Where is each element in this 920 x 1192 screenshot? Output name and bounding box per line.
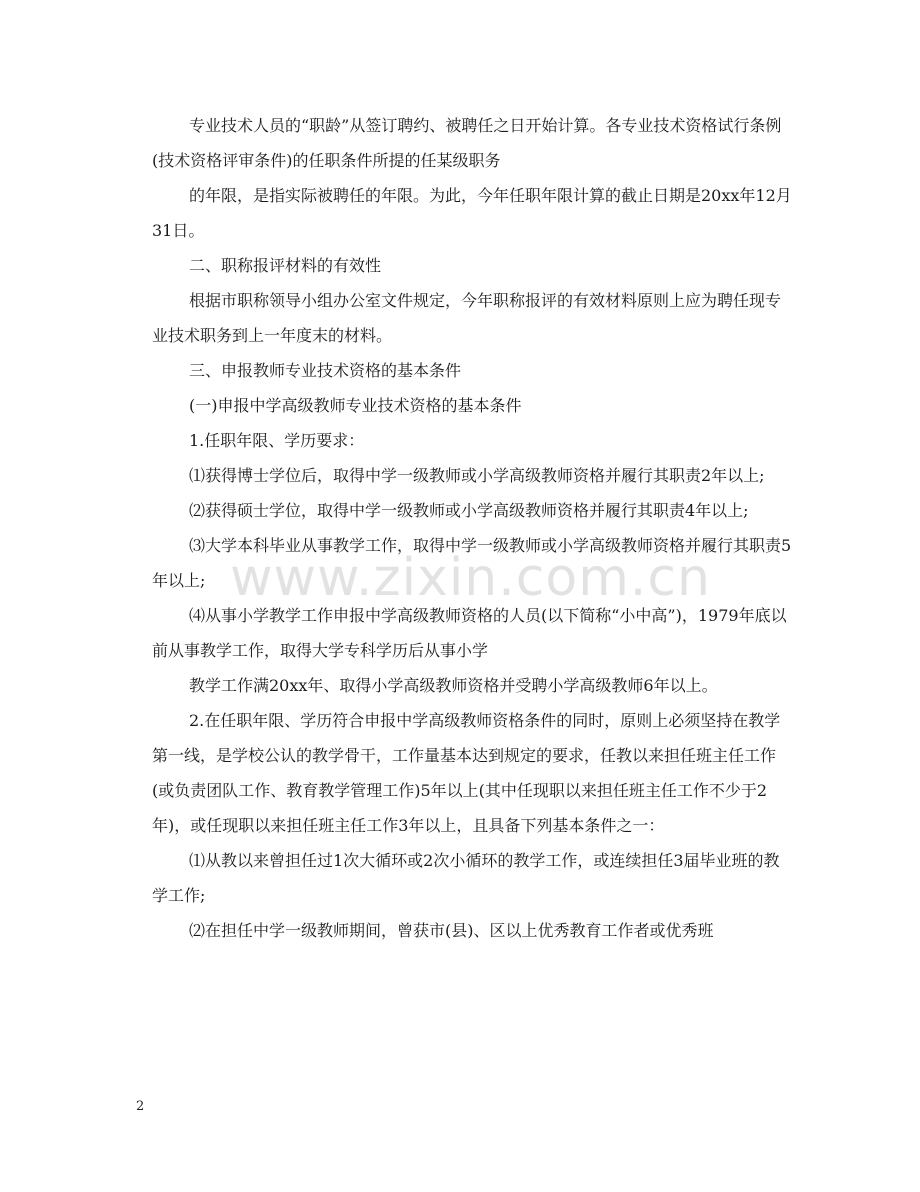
watermark: www.zixin.com.cn [230, 548, 711, 608]
paragraph-2: 的年限，是指实际被聘任的年限。为此，今年任职年限计算的截止日期是20xx年12月31日。 [152, 186, 792, 240]
list-item-2: ⑵获得硕士学位，取得中学一级教师或小学高级教师资格并履行其职责4年以上; [189, 501, 749, 520]
list-item-6: ⑵在担任中学一级教师期间，曾获市(县)、区以上优秀教育工作者或优秀班 [189, 921, 714, 940]
document-body [152, 108, 792, 948]
paragraph-1: 专业技术人员的“职龄”从签订聘约、被聘任之日开始计算。各专业技术资格试行条例(技术资格评审条件)的任职条件所提的任某级职务 [152, 116, 782, 170]
section-heading-3: 三、申报教师专业技术资格的基本条件 [189, 361, 462, 380]
section-heading-2: 二、职称报评材料的有效性 [189, 256, 382, 275]
list-item-4: ⑷从事小学教学工作申报中学高级教师资格的人员(以下简称“小中高”)，1979年底以前从事教学工作，取得大学专科学历后从事小学 [152, 606, 787, 660]
list-item-4-continued: 教学工作满20xx年、取得小学高级教师资格并受聘小学高级教师6年以上。 [189, 676, 718, 695]
list-item-1: ⑴获得博士学位后，取得中学一级教师或小学高级教师资格并履行其职责2年以上; [189, 466, 765, 485]
item-heading-2: 2.在任职年限、学历符合申报中学高级教师资格条件的同时，原则上必须坚持在教学第一线，是学校公认的教学骨干，工作量基本达到规定的要求，任教以来担任班主任工作(或负责团队工作、教育教学管理工作)5年以上(其中任现职以来担任班主任工作不少于2年)，或任现职以来担任班主任工作3年以上，且具备下列基本条件之一： [152, 711, 781, 835]
subsection-heading-1: (一)申报中学高级教师专业技术资格的基本条件 [189, 396, 522, 415]
item-heading-1: 1.任职年限、学历要求： [189, 431, 365, 450]
list-item-3: ⑶大学本科毕业从事教学工作，取得中学一级教师或小学高级教师资格并履行其职责5年以上; [152, 536, 792, 590]
list-item-5: ⑴从教以来曾担任过1次大循环或2次小循环的教学工作，或连续担任3届毕业班的教学工作; [152, 851, 780, 905]
paragraph-3: 根据市职称领导小组办公室文件规定，今年职称报评的有效材料原则上应为聘任现专业技术职务到上一年度末的材料。 [152, 291, 782, 345]
page-number: 2 [136, 1099, 145, 1114]
